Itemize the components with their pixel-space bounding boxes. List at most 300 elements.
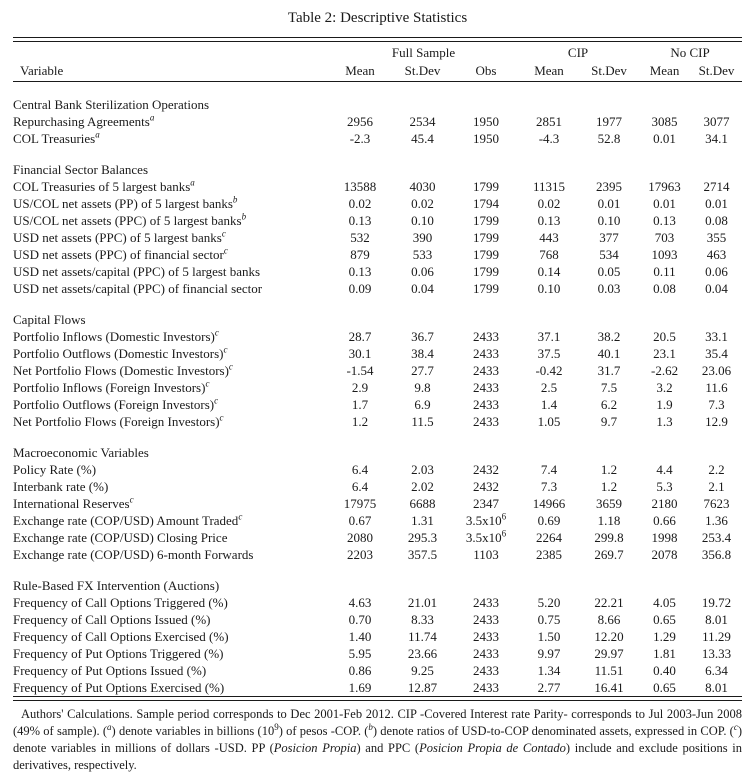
value-cell: 2.03 xyxy=(411,462,434,477)
value-cell: 0.11 xyxy=(653,264,676,279)
footnote-segment: ) denote variables in billions (10 xyxy=(111,724,275,738)
descriptive-statistics-table xyxy=(13,42,742,696)
value-cell: 12.87 xyxy=(407,680,438,695)
table-row xyxy=(13,212,742,229)
variable-cell: Frequency of Put Options Triggered (%) xyxy=(13,646,224,661)
value-cell: 2956 xyxy=(347,114,373,129)
value-cell: 534 xyxy=(599,247,619,262)
value-cell: 34.1 xyxy=(705,131,728,146)
variable-cell: USD net assets (PPC) of financial sector$^c$ xyxy=(13,245,228,262)
spacer-row xyxy=(13,563,742,577)
superscript: c xyxy=(219,412,224,423)
value-cell: 6688 xyxy=(409,496,436,511)
table-row xyxy=(13,512,742,529)
table-row xyxy=(13,280,742,297)
value-cell: 1.18 xyxy=(597,513,621,528)
value-cell: 0.69 xyxy=(537,513,561,528)
value-cell: 38.4 xyxy=(411,346,434,361)
value-cell: 11.74 xyxy=(408,629,437,644)
value-cell: 0.14 xyxy=(537,264,561,279)
variable-cell: International Reserves$^c$ xyxy=(13,494,134,511)
value-cell: -2.62 xyxy=(650,363,679,378)
table-row xyxy=(13,461,742,478)
value-cell: 2534 xyxy=(409,114,436,129)
variable-cell: Frequency of Call Options Triggered (%) xyxy=(13,595,228,610)
value-cell: 11.6 xyxy=(705,380,728,395)
value-cell: 2714 xyxy=(703,179,730,194)
value-cell: 1794 xyxy=(473,196,499,211)
footnote-superscript: b xyxy=(368,721,373,732)
value-cell: 1950 xyxy=(473,114,499,129)
value-cell: 38.2 xyxy=(597,329,621,344)
section-header: Rule-Based FX Intervention (Auctions) xyxy=(13,578,220,593)
superscript: c xyxy=(223,344,228,355)
value-cell: 3085 xyxy=(651,114,678,129)
value-cell: 0.06 xyxy=(411,264,434,279)
value-cell: 37.1 xyxy=(537,329,561,344)
value-cell: 8.33 xyxy=(411,612,434,627)
table-row xyxy=(13,396,742,413)
value-cell: 356.8 xyxy=(701,547,732,562)
value-cell: 1.31 xyxy=(411,513,434,528)
value-cell: 1.2 xyxy=(351,414,369,429)
value-cell: 0.67 xyxy=(348,513,372,528)
group-header-no-cip: No CIP xyxy=(670,45,710,60)
section-header-row xyxy=(13,311,742,328)
table-row xyxy=(13,362,742,379)
value-cell: 11.51 xyxy=(594,663,624,678)
value-cell: 2.1 xyxy=(708,479,725,494)
value-cell: 0.04 xyxy=(411,281,434,296)
value-cell: 0.01 xyxy=(705,196,728,211)
value-cell: 1.81 xyxy=(653,646,676,661)
variable-cell: Exchange rate (COP/USD) 6-month Forwards xyxy=(13,547,254,562)
table-row xyxy=(13,345,742,362)
footnote-segment: ) denote variables in millions of dollars -USD. PP ( xyxy=(13,724,743,755)
value-cell: 1.3 xyxy=(656,414,673,429)
value-cell: 23.1 xyxy=(653,346,676,361)
superscript: 6 xyxy=(501,528,507,539)
value-cell: 0.05 xyxy=(597,264,621,279)
value-cell: 5.3 xyxy=(656,479,673,494)
value-cell: 357.5 xyxy=(407,547,438,562)
table-row xyxy=(13,546,742,563)
value-cell: 11.29 xyxy=(702,629,731,644)
superscript: a xyxy=(190,177,195,188)
section-header-row xyxy=(13,96,742,113)
value-cell: 1103 xyxy=(473,547,499,562)
value-cell: 0.65 xyxy=(653,612,676,627)
variable-cell: Frequency of Call Options Issued (%) xyxy=(13,612,211,627)
value-cell: 1093 xyxy=(651,247,678,262)
value-cell: 12.9 xyxy=(705,414,728,429)
table-row xyxy=(13,478,742,495)
table-row xyxy=(13,178,742,195)
table-title: Table 2: Descriptive Statistics xyxy=(287,10,468,26)
value-cell: 2.9 xyxy=(351,380,369,395)
table-row xyxy=(13,529,742,546)
table-row xyxy=(13,594,742,611)
value-cell: 1950 xyxy=(473,131,499,146)
footnote-superscript: a xyxy=(107,721,112,732)
value-cell: 6.2 xyxy=(600,397,618,412)
value-cell: 52.8 xyxy=(597,131,621,146)
footnote-superscript: 9 xyxy=(274,721,279,732)
value-cell: 7623 xyxy=(703,496,730,511)
column-header-mean: Mean xyxy=(638,61,691,82)
value-cell: 2433 xyxy=(473,646,499,661)
value-cell: 23.66 xyxy=(407,646,438,661)
value-cell: 2432 xyxy=(473,462,499,477)
variable-cell: Portfolio Outflows (Foreign Investors)$^c$ xyxy=(13,395,219,412)
value-cell: 253.4 xyxy=(701,530,732,545)
variable-cell: Portfolio Inflows (Domestic Investors)$^c$ xyxy=(13,327,219,344)
superscript: c xyxy=(205,378,210,389)
value-cell: 9.25 xyxy=(411,663,434,678)
value-cell: 0.66 xyxy=(653,513,676,528)
superscript: c xyxy=(223,245,228,256)
value-cell: 0.08 xyxy=(653,281,676,296)
value-cell: 22.21 xyxy=(594,595,624,610)
value-cell: 0.10 xyxy=(597,213,621,228)
spacer-cell xyxy=(13,297,742,311)
table-header xyxy=(13,42,742,82)
variable-cell: Frequency of Call Options Exercised (%) xyxy=(13,629,229,644)
value-cell: 0.01 xyxy=(653,131,676,146)
variable-cell: Interbank rate (%) xyxy=(13,479,109,494)
value-cell: 8.01 xyxy=(705,612,728,627)
superscript: c xyxy=(129,494,134,505)
value-cell: 1799 xyxy=(473,281,499,296)
footnote-superscript: c xyxy=(733,721,738,732)
variable-cell: Net Portfolio Flows (Foreign Investors)$^c$ xyxy=(13,412,224,429)
value-cell: 0.02 xyxy=(348,196,372,211)
superscript: c xyxy=(228,361,233,372)
section-header: Financial Sector Balances xyxy=(13,162,149,177)
spacer-row xyxy=(13,297,742,311)
value-cell: 2347 xyxy=(473,496,499,511)
value-cell: 4030 xyxy=(409,179,436,194)
value-cell: 2.2 xyxy=(708,462,725,477)
superscript: c xyxy=(238,511,243,522)
variable-cell: Frequency of Put Options Issued (%) xyxy=(13,663,207,678)
value-cell: 0.13 xyxy=(348,264,372,279)
value-cell: 2432 xyxy=(473,479,499,494)
superscript: c xyxy=(221,228,226,239)
value-cell: 14966 xyxy=(532,496,566,511)
value-cell: 390 xyxy=(412,230,433,245)
value-cell: 17963 xyxy=(648,179,681,194)
value-cell: 2433 xyxy=(473,380,499,395)
value-cell: 1799 xyxy=(473,247,499,262)
value-cell: 269.7 xyxy=(594,547,624,562)
section-header-row xyxy=(13,444,742,461)
spacer-cell xyxy=(13,430,742,444)
value-cell: 0.08 xyxy=(705,213,728,228)
section-header-row xyxy=(13,161,742,178)
section-header: Macroeconomic Variables xyxy=(13,445,149,460)
superscript: c xyxy=(214,395,219,406)
table-row xyxy=(13,413,742,430)
value-cell: 16.41 xyxy=(594,680,624,695)
table-row xyxy=(13,113,742,130)
spacer-cell xyxy=(13,82,742,97)
value-cell: 31.7 xyxy=(597,363,621,378)
value-cell: 2433 xyxy=(473,397,499,412)
section-header-row xyxy=(13,577,742,594)
value-cell: 4.05 xyxy=(653,595,676,610)
value-cell: 11315 xyxy=(533,179,566,194)
value-cell: $3.5x10^6$ xyxy=(465,528,507,545)
variable-cell: Portfolio Outflows (Domestic Investors)$^c$ xyxy=(13,344,228,361)
value-cell: 0.04 xyxy=(705,281,728,296)
spacer-row xyxy=(13,430,742,444)
value-cell: 1.4 xyxy=(540,397,558,412)
value-cell: 7.4 xyxy=(540,462,558,477)
value-cell: 2264 xyxy=(536,530,563,545)
variable-cell: Policy Rate (%) xyxy=(13,462,97,477)
column-header-mean: Mean xyxy=(518,61,580,82)
value-cell: 0.70 xyxy=(348,612,372,627)
value-cell: 0.02 xyxy=(537,196,561,211)
value-cell: 0.09 xyxy=(348,281,372,296)
value-cell: 0.10 xyxy=(537,281,561,296)
value-cell: 2395 xyxy=(596,179,623,194)
value-cell: 45.4 xyxy=(411,131,434,146)
table-row xyxy=(13,645,742,662)
value-cell: 2385 xyxy=(536,547,563,562)
value-cell: 33.1 xyxy=(705,329,728,344)
value-cell: 1799 xyxy=(473,264,499,279)
value-cell: 2.5 xyxy=(540,380,558,395)
value-cell: 23.06 xyxy=(701,363,732,378)
value-cell: 37.5 xyxy=(537,346,561,361)
footnote-segment: Posicion Propia de Contado xyxy=(419,741,566,755)
value-cell: 2433 xyxy=(473,346,499,361)
value-cell: 1.2 xyxy=(600,462,618,477)
value-cell: 2080 xyxy=(347,530,373,545)
value-cell: 1.7 xyxy=(351,397,369,412)
value-cell: 29.97 xyxy=(594,646,624,661)
footnote-segment: ) denote ratios of USD-to-COP denominated assets, expressed in COP. ( xyxy=(372,724,734,738)
value-cell: 0.02 xyxy=(411,196,434,211)
value-cell: 299.8 xyxy=(594,530,624,545)
superscript: b xyxy=(241,211,247,222)
value-cell: 12.20 xyxy=(594,629,624,644)
table-row xyxy=(13,263,742,280)
value-cell: 2433 xyxy=(473,663,499,678)
section-header: Capital Flows xyxy=(13,312,86,327)
variable-cell: USD net assets/capital (PPC) of financial sector xyxy=(13,281,263,296)
value-cell: 6.4 xyxy=(351,462,369,477)
value-cell: 2433 xyxy=(473,680,499,695)
table-row xyxy=(13,195,742,212)
value-cell: 3077 xyxy=(703,114,730,129)
value-cell: 2.02 xyxy=(411,479,434,494)
value-cell: 4.63 xyxy=(348,595,372,610)
value-cell: 0.13 xyxy=(348,213,372,228)
column-header-st-dev: St.Dev xyxy=(691,61,742,82)
table-row xyxy=(13,679,742,696)
variable-cell: US/COL net assets (PPC) of 5 largest banks$^b$ xyxy=(13,211,247,228)
value-cell: 5.95 xyxy=(348,646,372,661)
group-header-row xyxy=(13,42,742,61)
value-cell: 8.01 xyxy=(705,680,728,695)
value-cell: 443 xyxy=(539,230,559,245)
value-cell: 7.5 xyxy=(600,380,618,395)
value-cell: 0.01 xyxy=(653,196,676,211)
value-cell: 36.7 xyxy=(411,329,434,344)
value-cell: 9.97 xyxy=(537,646,561,661)
value-cell: 0.13 xyxy=(653,213,676,228)
table-row xyxy=(13,628,742,645)
value-cell: -4.3 xyxy=(538,131,560,146)
value-cell: -0.42 xyxy=(535,363,563,378)
value-cell: 30.1 xyxy=(348,346,372,361)
value-cell: 1.40 xyxy=(348,629,372,644)
value-cell: 1799 xyxy=(473,230,499,245)
value-cell: 21.01 xyxy=(407,595,438,610)
value-cell: 463 xyxy=(706,247,727,262)
value-cell: 355 xyxy=(706,230,727,245)
column-header-obs: Obs xyxy=(454,61,518,82)
variable-cell: Exchange rate (COP/USD) Amount Traded$^c$ xyxy=(13,511,243,528)
bottom-double-rule xyxy=(13,696,742,701)
spacer-cell xyxy=(13,147,742,161)
value-cell: 13.33 xyxy=(701,646,732,661)
value-cell: 13588 xyxy=(343,179,377,194)
value-cell: 1799 xyxy=(473,213,499,228)
column-header-st-dev: St.Dev xyxy=(391,61,454,82)
value-cell: 1.50 xyxy=(537,629,561,644)
value-cell: -2.3 xyxy=(349,131,371,146)
value-cell: 1799 xyxy=(473,179,499,194)
value-cell: 2.77 xyxy=(537,680,561,695)
value-cell: 9.7 xyxy=(600,414,618,429)
value-cell: 0.65 xyxy=(653,680,676,695)
value-cell: $3.5x10^6$ xyxy=(465,511,507,528)
variable-cell: Repurchasing Agreements$^a$ xyxy=(13,112,155,129)
column-header-variable: Variable xyxy=(13,61,329,82)
value-cell: 28.7 xyxy=(348,329,372,344)
superscript: c xyxy=(214,327,219,338)
spacer-row xyxy=(13,147,742,161)
value-cell: 0.75 xyxy=(537,612,561,627)
value-cell: 1.34 xyxy=(537,663,561,678)
value-cell: 2851 xyxy=(536,114,563,129)
value-cell: 20.5 xyxy=(653,329,676,344)
value-cell: 1.9 xyxy=(656,397,673,412)
value-cell: 17975 xyxy=(343,496,377,511)
value-cell: 768 xyxy=(539,247,559,262)
variable-cell: COL Treasuries of 5 largest banks$^a$ xyxy=(13,177,195,194)
value-cell: 2433 xyxy=(473,414,499,429)
value-cell: 6.9 xyxy=(414,397,431,412)
value-cell: 0.40 xyxy=(653,663,676,678)
variable-cell: USD net assets/capital (PPC) of 5 largest banks xyxy=(13,264,261,279)
value-cell: 532 xyxy=(350,230,370,245)
value-cell: 533 xyxy=(412,247,433,262)
value-cell: 0.10 xyxy=(411,213,434,228)
value-cell: 11.5 xyxy=(411,414,434,429)
footnote-segment: Posicion Propia xyxy=(273,741,357,755)
table-row xyxy=(13,495,742,512)
spacer-cell xyxy=(13,563,742,577)
column-header-st-dev: St.Dev xyxy=(580,61,638,82)
value-cell: 0.13 xyxy=(537,213,561,228)
section-header: Central Bank Sterilization Operations xyxy=(13,97,210,112)
superscript: a xyxy=(149,112,155,123)
value-cell: 703 xyxy=(654,230,675,245)
spacer-row xyxy=(13,82,742,97)
value-cell: 2433 xyxy=(473,329,499,344)
value-cell: 0.03 xyxy=(597,281,621,296)
superscript: 6 xyxy=(501,511,507,522)
value-cell: 2203 xyxy=(347,547,373,562)
value-cell: 1977 xyxy=(596,114,623,129)
value-cell: 6.34 xyxy=(705,663,728,678)
value-cell: 2433 xyxy=(473,612,499,627)
superscript: a xyxy=(95,129,100,140)
value-cell: 6.4 xyxy=(351,479,369,494)
superscript: b xyxy=(232,194,238,205)
value-cell: 1.36 xyxy=(705,513,728,528)
variable-cell: Frequency of Put Options Exercised (%) xyxy=(13,680,225,695)
group-header-cip: CIP xyxy=(567,45,589,60)
value-cell: -1.54 xyxy=(346,363,374,378)
table-row xyxy=(13,611,742,628)
value-cell: 3659 xyxy=(596,496,623,511)
value-cell: 35.4 xyxy=(705,346,728,361)
value-cell: 5.20 xyxy=(537,595,561,610)
variable-cell: Exchange rate (COP/USD) Closing Price xyxy=(13,530,228,545)
value-cell: 19.72 xyxy=(701,595,732,610)
table-row xyxy=(13,328,742,345)
footnote-segment: ) include and exclude positions in derivatives, respectively. xyxy=(13,741,742,772)
value-cell: 7.3 xyxy=(540,479,558,494)
value-cell: 2180 xyxy=(651,496,678,511)
value-cell: 879 xyxy=(350,247,370,262)
value-cell: 2433 xyxy=(473,629,499,644)
value-cell: 295.3 xyxy=(407,530,438,545)
value-cell: 8.66 xyxy=(597,612,621,627)
table-footnote xyxy=(13,706,742,772)
variable-cell: USD net assets (PPC) of 5 largest banks$^c$ xyxy=(13,228,226,245)
column-header-row xyxy=(13,61,742,82)
value-cell: 377 xyxy=(599,230,619,245)
table-row xyxy=(13,130,742,147)
table-row xyxy=(13,662,742,679)
group-header-empty xyxy=(13,42,329,61)
value-cell: 2433 xyxy=(473,363,499,378)
value-cell: 2433 xyxy=(473,595,499,610)
value-cell: 7.3 xyxy=(708,397,725,412)
variable-cell: COL Treasuries$^a$ xyxy=(13,129,100,146)
value-cell: 27.7 xyxy=(411,363,434,378)
table-row xyxy=(13,379,742,396)
value-cell: 3.2 xyxy=(656,380,673,395)
table-row xyxy=(13,229,742,246)
value-cell: 0.06 xyxy=(705,264,728,279)
group-header-full-sample: Full Sample xyxy=(391,45,456,60)
variable-cell: US/COL net assets (PP) of 5 largest banks$^b$ xyxy=(13,194,238,211)
value-cell: 4.4 xyxy=(656,462,673,477)
value-cell: 0.01 xyxy=(597,196,621,211)
column-header-mean: Mean xyxy=(329,61,391,82)
footnote-segment: ) of pesos -COP. ( xyxy=(278,724,369,738)
variable-cell: Net Portfolio Flows (Domestic Investors)$^c$ xyxy=(13,361,233,378)
table-row xyxy=(13,246,742,263)
